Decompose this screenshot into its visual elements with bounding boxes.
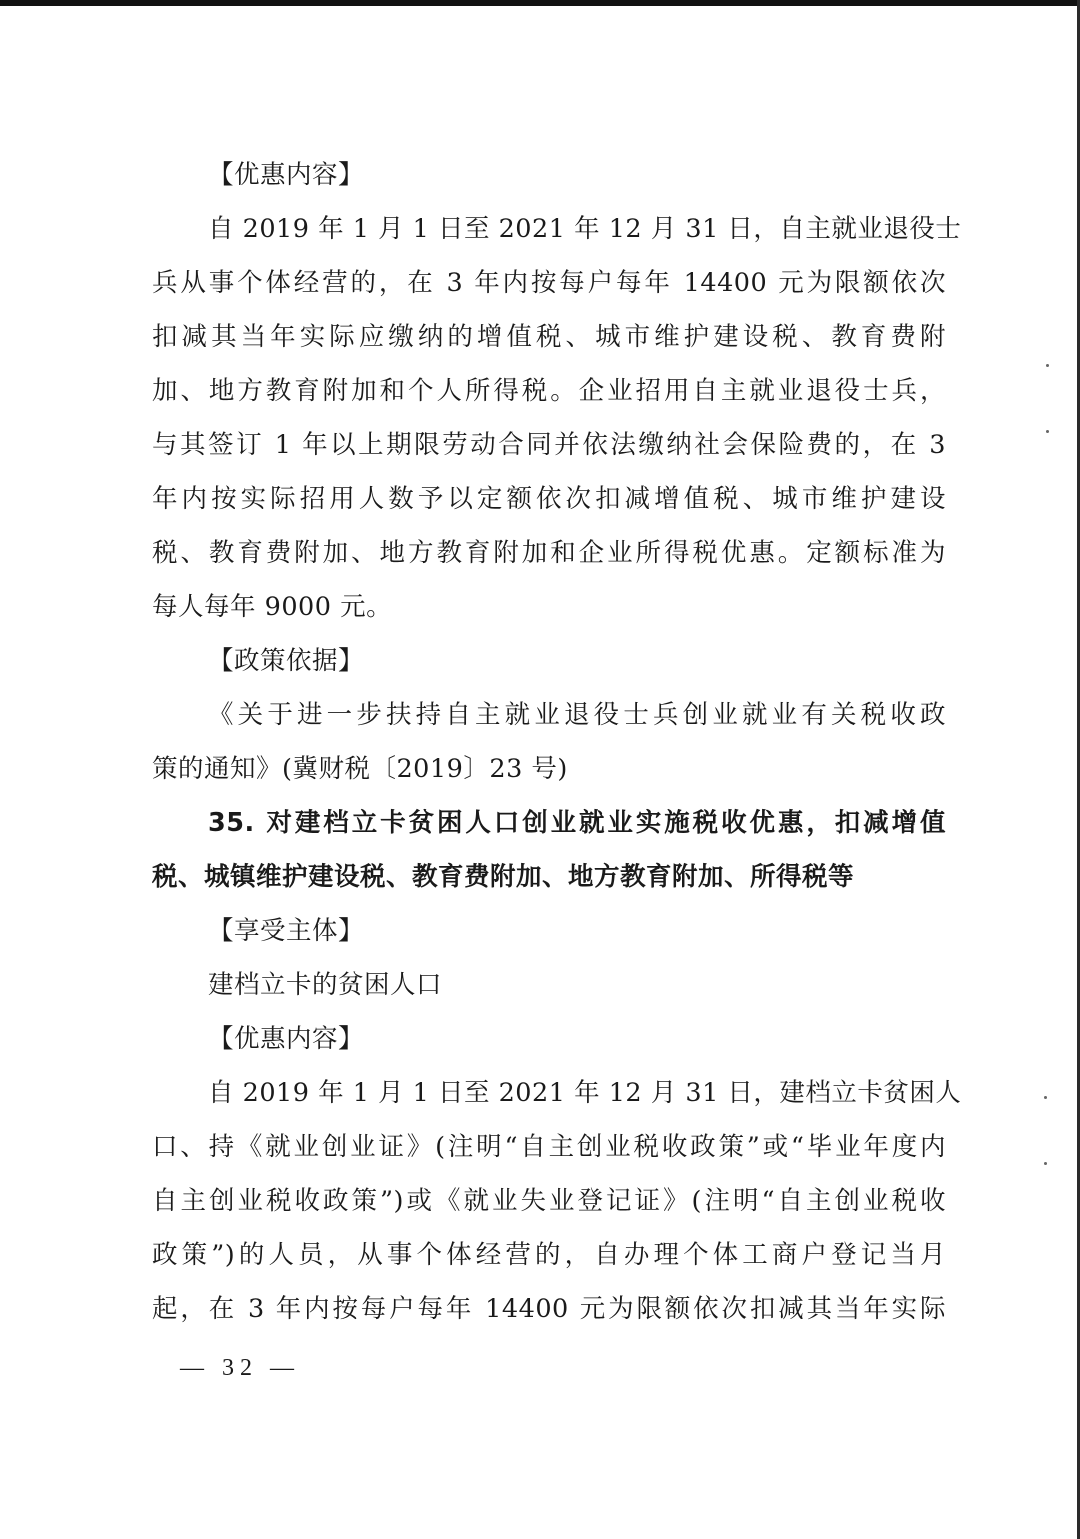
paragraph-line: 兵从事个体经营的，在 3 年内按每户每年 14400 元为限额依次 xyxy=(152,268,946,298)
scan-speck xyxy=(1044,1162,1047,1165)
paragraph-line: 年内按实际招用人数予以定额依次扣减增值税、城市维护建设 xyxy=(152,484,946,514)
section-heading-eligible-subject: 【享受主体】 xyxy=(208,916,365,946)
scan-speck xyxy=(1046,430,1049,433)
section-heading-benefits: 【优惠内容】 xyxy=(208,1024,365,1054)
paragraph-line: 策的通知》(冀财税〔2019〕23 号) xyxy=(152,754,568,784)
paragraph-line: 每人每年 9000 元。 xyxy=(152,592,393,622)
paragraph-line: 与其签订 1 年以上期限劳动合同并依法缴纳社会保险费的，在 3 xyxy=(152,430,946,460)
paragraph-line: 政策”)的人员，从事个体经营的，自办理个体工商户登记当月 xyxy=(152,1240,946,1270)
item-35-title: 税、城镇维护建设税、教育费附加、地方教育附加、所得税等 xyxy=(152,862,855,892)
scan-speck xyxy=(1044,1096,1047,1099)
paragraph-line: 口、持《就业创业证》(注明“自主创业税收政策”或“毕业年度内 xyxy=(152,1132,946,1162)
paragraph-line: 加、地方教育附加和个人所得税。企业招用自主就业退役士兵， xyxy=(152,376,946,406)
paragraph-line: 《关于进一步扶持自主就业退役士兵创业就业有关税收政 xyxy=(208,700,946,730)
item-35-title: 35. 对建档立卡贫困人口创业就业实施税收优惠，扣减增值 xyxy=(208,808,946,838)
paragraph-line: 自 2019 年 1 月 1 日至 2021 年 12 月 31 日，自主就业退役士 xyxy=(208,214,962,244)
paragraph-line: 自 2019 年 1 月 1 日至 2021 年 12 月 31 日，建档立卡贫困人 xyxy=(208,1078,962,1108)
document-page xyxy=(152,148,962,1336)
paragraph-line: 建档立卡的贫困人口 xyxy=(208,970,443,1000)
paragraph-line: 自主创业税收政策”)或《就业失业登记证》(注明“自主创业税收 xyxy=(152,1186,946,1216)
paragraph-line: 税、教育费附加、地方教育附加和企业所得税优惠。定额标准为 xyxy=(152,538,946,568)
section-heading-benefits: 【优惠内容】 xyxy=(208,160,365,190)
page-number: — 32 — xyxy=(180,1355,300,1381)
paragraph-line: 起，在 3 年内按每户每年 14400 元为限额依次扣减其当年实际 xyxy=(152,1294,946,1324)
scan-border-top xyxy=(0,0,1080,6)
scan-speck xyxy=(1046,364,1049,367)
section-heading-policy-basis: 【政策依据】 xyxy=(208,646,365,676)
paragraph-line: 扣减其当年实际应缴纳的增值税、城市维护建设税、教育费附 xyxy=(152,322,946,352)
